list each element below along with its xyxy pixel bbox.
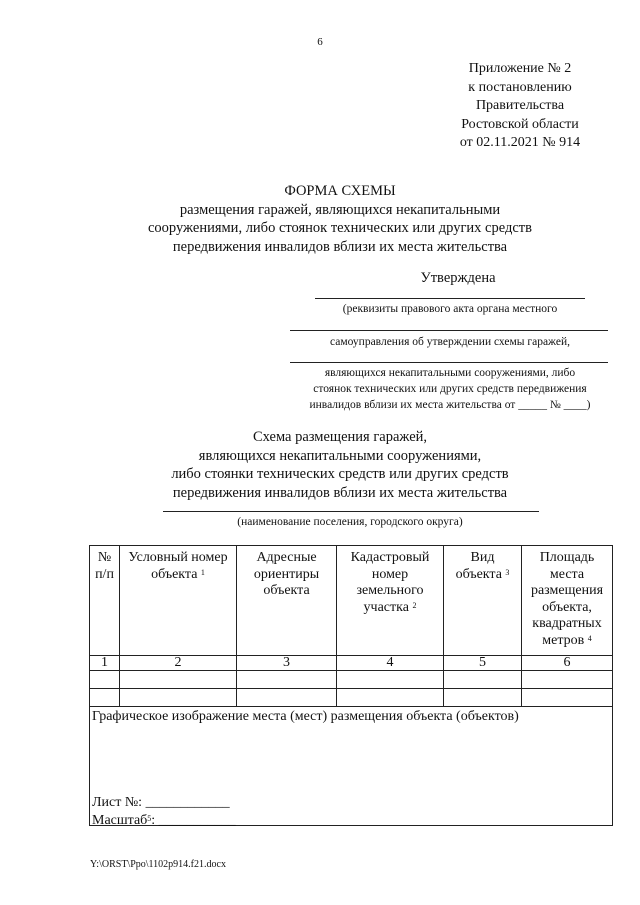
approval-caption: являющихся некапитальными сооружениями, либо [324, 367, 576, 379]
annex-line: от 02.11.2021 № 914 [459, 135, 581, 150]
table-cell [444, 671, 522, 689]
column-number-row [90, 656, 613, 671]
header-cell [237, 546, 337, 656]
header-cell [90, 546, 120, 656]
header-cell [337, 546, 444, 656]
header-text: Условный номер объекта [128, 550, 228, 582]
approval-line [290, 362, 608, 363]
column-number: 6 [522, 656, 613, 671]
table-cell [237, 689, 337, 707]
table-cell [337, 671, 444, 689]
column-number: 5 [444, 656, 522, 671]
header-text: Кадастровый номер земельного участка [350, 550, 430, 615]
table-cell [90, 671, 120, 689]
approval-label: Утверждена [420, 270, 496, 286]
settlement-caption: (наименование поселения, городского округа) [237, 516, 463, 528]
approval-line [315, 298, 585, 299]
table-cell [120, 689, 237, 707]
annex-line: Ростовской области [461, 116, 579, 132]
scale-line [92, 813, 236, 830]
footnote-mark: 2 [412, 600, 417, 610]
table-cell [522, 671, 613, 689]
table-cell [444, 689, 522, 707]
graphic-cell [90, 707, 613, 826]
table-row [90, 671, 613, 689]
annex-line: Приложение № 2 [468, 61, 572, 76]
graphic-section [90, 707, 613, 826]
header-text: Вид объекта [455, 550, 502, 582]
header-text: Адресные ориентиры объекта [253, 550, 320, 598]
column-number: 4 [337, 656, 444, 671]
header-cell [522, 546, 613, 656]
header-text: № п/п [95, 550, 114, 582]
settlement-line [163, 511, 539, 512]
scale-label: Масштаб [92, 813, 148, 828]
table-cell [337, 689, 444, 707]
scale-tail: : ___________ [151, 813, 236, 828]
column-number: 1 [90, 656, 120, 671]
annex-block [440, 60, 600, 153]
table-header-row [90, 546, 613, 656]
form-title-line: ФОРМА СХЕМЫ [284, 183, 396, 199]
scheme-title-line: передвижения инвалидов вблизи их места жительства [172, 484, 508, 501]
page-number: 6 [317, 36, 323, 48]
annex-line: Правительства [475, 98, 565, 113]
form-title-line: передвижения инвалидов вблизи их места жительства [172, 238, 508, 255]
form-title-line: сооружениями, либо стоянок технических или других средств [148, 220, 532, 236]
table-cell [90, 689, 120, 707]
scheme-title-line: Схема размещения гаражей, [252, 429, 428, 445]
footnote-mark: 5 [147, 814, 152, 823]
footnote-mark: 4 [587, 633, 592, 643]
column-number: 3 [237, 656, 337, 671]
column-number: 2 [120, 656, 237, 671]
header-text: Площадь места размещения объекта, квадратных метров [530, 550, 604, 648]
scheme-title-line: либо стоянки технических средств или других средств [171, 466, 509, 482]
table-cell [120, 671, 237, 689]
footer-path: Y:\ORST\Ppo\1102p914.f21.docx [90, 859, 226, 870]
sheet-label: Лист №: ____________ [92, 795, 230, 810]
footnote-mark: 3 [505, 567, 510, 577]
form-title [60, 182, 620, 256]
footnote-mark: 1 [200, 567, 205, 577]
scheme-title-line: являющихся некапитальными сооружениями, [198, 447, 482, 464]
annex-line: к постановлению [468, 79, 572, 95]
table-row [90, 689, 613, 707]
approval-caption: самоуправления об утверждении схемы гаражей, [329, 336, 570, 348]
table-cell [237, 671, 337, 689]
scheme-title [80, 428, 600, 502]
approval-caption: инвалидов вблизи их места жительства от _____ № ____) [309, 399, 591, 411]
approval-line [290, 330, 608, 331]
objects-table [89, 545, 613, 826]
approval-caption: (реквизиты правового акта органа местного [342, 303, 558, 315]
header-cell [444, 546, 522, 656]
form-title-line: размещения гаражей, являющихся некапитальными [179, 201, 501, 218]
header-cell [120, 546, 237, 656]
table-cell [522, 689, 613, 707]
graphic-title: Графическое изображение места (мест) размещения объекта (объектов) [92, 709, 519, 724]
approval-caption: стоянок технических или других средств передвижения [313, 383, 587, 395]
